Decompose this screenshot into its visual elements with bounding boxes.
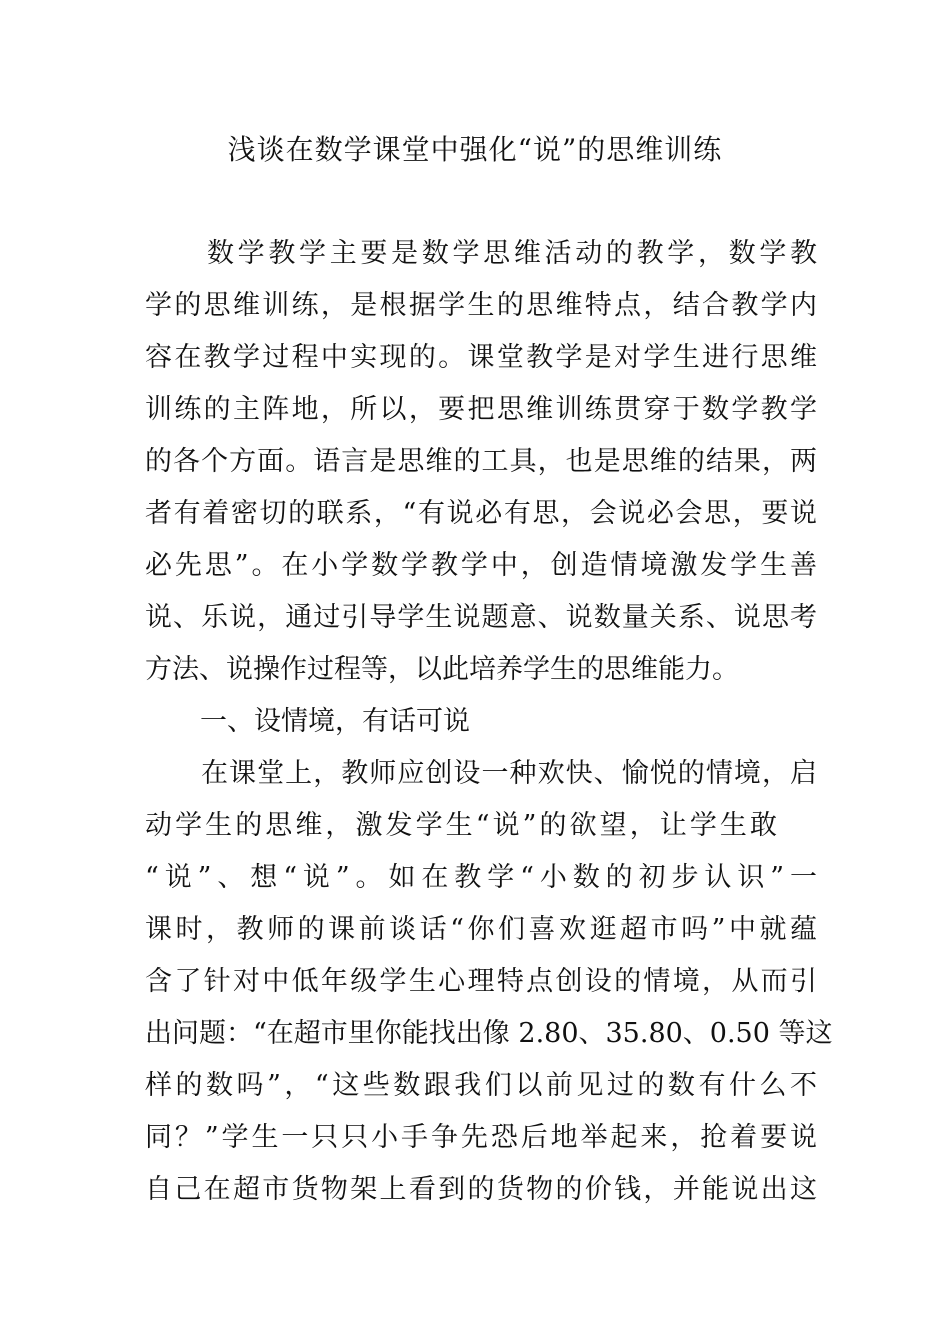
section1-paragraph [145,748,833,1216]
paragraph-line: 含了针对中低年级学生心理特点创设的情境，从而引 [145,966,817,997]
paragraph-line: 学的思维训练，是根据学生的思维特点，结合教学内 [145,290,817,321]
paragraph-line: 训练的主阵地，所以，要把思维训练贯穿于数学教学 [145,394,817,425]
paragraph-line: 的各个方面。语言是思维的工具，也是思维的结果，两 [145,446,817,477]
document-title: 浅谈在数学课堂中强化“说”的思维训练 [227,133,723,166]
paragraph-line: 数学教学主要是数学思维活动的教学，数学教 [207,238,817,269]
paragraph-line: 方法、说操作过程等，以此培养学生的思维能力。 [145,654,739,685]
paragraph-line: 者有着密切的联系，“有说必有思，会说必会思，要说 [145,498,817,529]
paragraph-line: 必先思”。在小学数学教学中，创造情境激发学生善 [145,550,817,581]
paragraph-line: 说、乐说，通过引导学生说题意、说数量关系、说思考 [145,602,817,633]
paragraph-line: 课时，教师的课前谈话“你们喜欢逛超市吗”中就蕴 [145,914,817,945]
intro-paragraph [145,228,817,696]
paragraph-line: 样的数吗”，“这些数跟我们以前见过的数有什么不 [145,1070,817,1101]
paragraph-line: “说”、想“说”。如在教学“小数的初步认识”一 [145,862,817,893]
paragraph-line: 容在教学过程中实现的。课堂教学是对学生进行思维 [145,342,817,373]
paragraph-line: 动学生的思维，激发学生“说”的欲望，让学生敢 [145,810,777,841]
paragraph-line: 自己在超市货物架上看到的货物的价钱，并能说出这 [145,1174,817,1205]
paragraph-line: 在课堂上，教师应创设一种欢快、愉悦的情境，启 [201,758,817,789]
section-heading: 一、设情境，有话可说 [200,706,470,737]
paragraph-line: 出问题：“在超市里你能找出像 2.80、35.80、0.50 等这 [145,1018,833,1049]
paragraph-line: 同？”学生一只只小手争先恐后地举起来，抢着要说 [145,1122,817,1153]
